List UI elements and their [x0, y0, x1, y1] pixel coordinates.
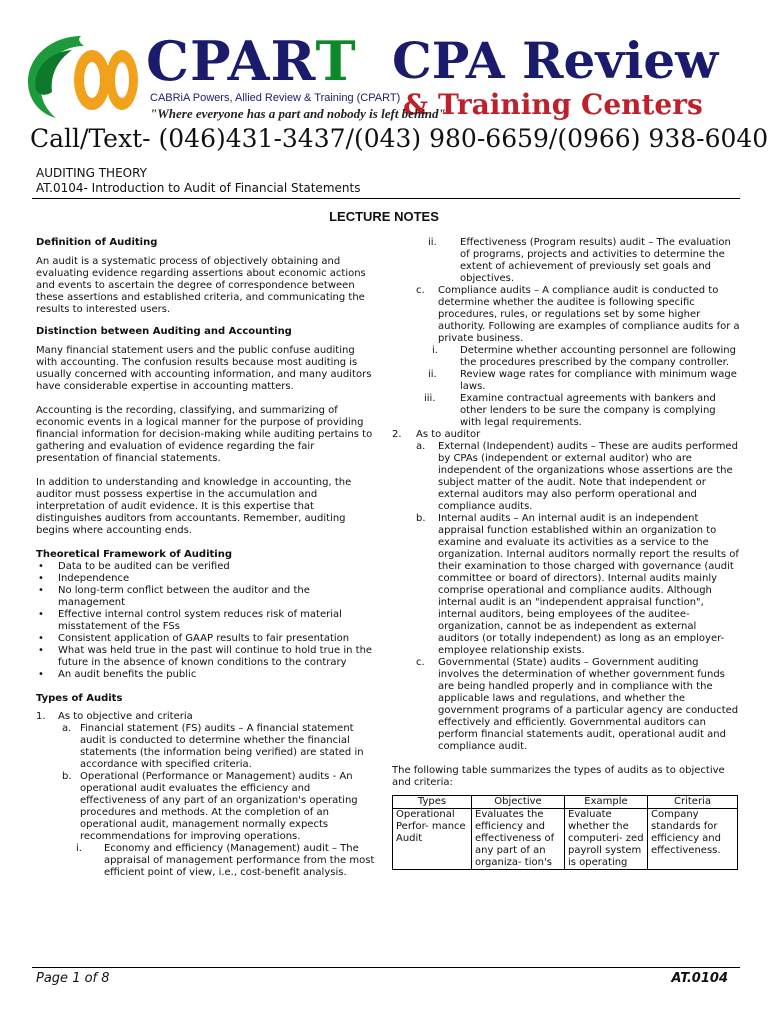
list-item [36, 711, 376, 723]
list-number: iii. [424, 393, 436, 404]
list-number: 1. [36, 711, 46, 722]
table-cell: Evaluates the efficiency and effectiveness of any part of an organiza- tion's [472, 809, 565, 870]
distinction-paragraph-2: Accounting is the recording, classifying, and summarizing of economic events in a logical manner for the purpose of providing financial information for decision-making while auditing pertains to gathering and evaluation of evidence regarding the fair presentation of financial statements. [36, 405, 373, 464]
page-number: Page 1 of 8 [36, 971, 110, 986]
list-text: Examine contractual agreements with bankers and other lenders to be sure the company is complying with legal requirements. [460, 393, 716, 428]
list-number: a. [62, 723, 72, 734]
table-cell: Evaluate whether the computeri- zed payroll system is operating [565, 809, 648, 870]
brand-motto: "Where everyone has a part and nobody is left behind" [150, 106, 446, 121]
list-item [392, 393, 740, 429]
cpart-logo-icon [22, 30, 142, 122]
course-code: AT.0104- Introduction to Audit of Financial Statements [36, 181, 361, 195]
table-header-cell: Example [565, 796, 648, 809]
list-item [392, 429, 740, 441]
definition-heading: Definition of Auditing [36, 237, 158, 248]
list-text: Compliance audits – A compliance audit is conducted to determine whether the auditee is following specific procedures, rules, or regulations set by some higher authority. Following are examples of compliance audits for a private business. [438, 285, 740, 344]
list-number: 2. [392, 429, 402, 440]
list-number: i. [432, 345, 438, 356]
distinction-paragraph-1: Many financial statement users and the public confuse auditing with accounting. The confusion results because most auditing is usually concerned with accounting information, and many auditors have considerable expertise in accounting matters. [36, 345, 372, 392]
table-intro: The following table summarizes the types of audits as to objective and criteria: [392, 765, 725, 788]
table-cell: Company standards for efficiency and effectiveness. [648, 809, 738, 870]
list-text: External (Independent) audits – These are audits performed by CPAs (independent or external auditor) who are independent of the organizations whose assertions are the subject matter of the audit. Note that independent or external auditors may also perform operational and compliance audits. [438, 441, 738, 512]
header-divider [32, 198, 740, 199]
list-text: Determine whether accounting personnel are following the procedures prescribed by the company controller. [460, 345, 736, 368]
list-text: As to objective and criteria [58, 711, 193, 722]
definition-text: An audit is a systematic process of objectively obtaining and evaluating evidence regarding assertions about economic actions and events to ascertain the degree of correspondence between these assertions and established criteria, and communicating the results to interested users. [36, 256, 366, 315]
list-item: • Effective internal control system reduces risk of material misstatement of the FSs [36, 609, 376, 633]
list-item [392, 345, 740, 369]
list-text: Effectiveness (Program results) audit – The evaluation of programs, projects and activities to determine the extent of achievement of previously set goals and objectives. [460, 237, 731, 284]
distinction-paragraph-3: In addition to understanding and knowledge in accounting, the auditor must possess expertise in the accumulation and interpretation of audit evidence. It is this expertise that distinguishes auditors from accountants. Remember, auditing begins where accounting ends. [36, 477, 352, 536]
table-header-cell: Criteria [648, 796, 738, 809]
list-item [392, 441, 740, 513]
list-item [36, 771, 376, 843]
distinction-heading: Distinction between Auditing and Accounting [36, 326, 292, 337]
table-header-cell: Types [393, 796, 472, 809]
page-title: LECTURE NOTES [329, 209, 439, 224]
brand-training-centers: & Training Centers [403, 88, 703, 121]
list-number: i. [76, 843, 82, 854]
list-item [36, 843, 376, 879]
list-number: b. [416, 513, 426, 524]
right-column [392, 237, 740, 870]
list-number: ii. [428, 237, 437, 248]
table-header-cell: Objective [472, 796, 565, 809]
course-title: AUDITING THEORY [36, 166, 148, 180]
footer-divider [32, 967, 740, 968]
list-item [392, 369, 740, 393]
list-item [392, 513, 740, 657]
list-item [392, 657, 740, 753]
list-text: Financial statement (FS) audits – A financial statement audit is conducted to determine whether the financial statements (the information being verified) are stated in accordance with specified criteria. [80, 723, 364, 770]
list-item: • Data to be audited can be verified [36, 561, 376, 573]
document-code: AT.0104 [671, 971, 728, 986]
list-item [392, 285, 740, 345]
left-column [36, 237, 376, 879]
types-heading: Types of Audits [36, 693, 123, 704]
list-number: b. [62, 771, 72, 782]
brand-name-cpar: CPAR [146, 29, 316, 93]
list-item: • Independence [36, 573, 376, 585]
list-item [392, 237, 740, 285]
list-text: Review wage rates for compliance with minimum wage laws. [460, 369, 737, 392]
list-item: • What was held true in the past will continue to hold true in the future in the absence of known conditions to the contrary [36, 645, 376, 669]
contact-numbers: Call/Text- (046)431-3437/(043) 980-6659/(0966) 938-6040 [30, 124, 768, 153]
table-row [393, 809, 738, 870]
list-text: Operational (Performance or Management) audits - An operational audit evaluates the efficiency and effectiveness of any part of an organization's operating procedures and methods. At the completion of an operational audit, management normally expects recommendations for improving operations. [80, 771, 358, 842]
brand-name [146, 30, 357, 92]
list-item [36, 723, 376, 771]
list-item: • An audit benefits the public [36, 669, 376, 681]
framework-heading: Theoretical Framework of Auditing [36, 549, 232, 560]
list-text: Governmental (State) audits – Government auditing involves the determination of whether government funds are being handled properly and in compliance with the applicable laws and regulations, and whether the government programs of a particular agency are conducted effectively and efficiently. Governmental auditors can perform financial statements audit, operational audit and compliance audit. [438, 657, 739, 752]
list-number: a. [416, 441, 426, 452]
list-text: As to auditor [416, 429, 481, 440]
table-cell: Operational Perfor- mance Audit [393, 809, 472, 870]
list-number: ii. [428, 369, 437, 380]
brand-name-t: T [315, 29, 357, 93]
brand-subtitle: CABRiA Powers, Allied Review & Training (CPART) [150, 92, 401, 104]
list-item: • No long-term conflict between the auditor and the management [36, 585, 376, 609]
list-number: c. [416, 285, 425, 296]
list-text: Internal audits – An internal audit is an independent appraisal function established within an organization to examine and evaluate its activities as a service to the organization. Internal auditors normally report the results of their examination to those charged with governance (audit committee or board of directors). Internal audits mainly comprise operational and compliance audits. Although internal audit is an "independent appraisal function", internal auditors, being employees of the auditee-organization, cannot be as independent as external auditors (or totally independent) as long as an employer-employee relationship exists. [438, 513, 739, 656]
list-text: Economy and efficiency (Management) audit – The appraisal of management performance from the most efficient point of view, i.e., cost-benefit analysis. [104, 843, 375, 878]
list-item: • Consistent application of GAAP results to fair presentation [36, 633, 376, 645]
table-header-row [393, 796, 738, 809]
audit-types-table [392, 795, 738, 870]
list-number: c. [416, 657, 425, 668]
brand-cpa-review: CPA Review [392, 31, 719, 90]
